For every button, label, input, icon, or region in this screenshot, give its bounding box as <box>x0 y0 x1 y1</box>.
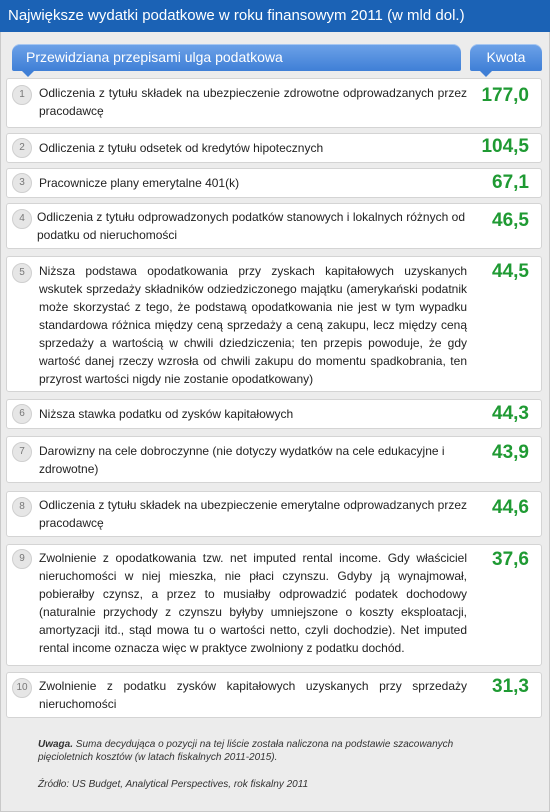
description-column-header <box>12 44 461 71</box>
row-description: Odliczenia z tytułu odprowadzonych podatków stanowych i lokalnych różnych od podatku od nieruchomości <box>37 210 465 242</box>
table-row <box>6 168 542 198</box>
footnote-label: Uwaga. <box>38 739 74 750</box>
row-value: 44,5 <box>492 261 529 282</box>
rank-badge: 9 <box>12 549 32 569</box>
description-column-label: Przewidziana przepisami ulga podatkowa <box>26 49 283 65</box>
rank-badge: 6 <box>12 404 32 424</box>
table-row <box>6 203 542 249</box>
table-row <box>6 436 542 483</box>
row-description: Odliczenia z tytułu składek na ubezpieczenie emerytalne odprowadzanych przez pracodawcę <box>39 498 467 530</box>
table-row <box>6 399 542 429</box>
amount-column-label: Kwota <box>486 49 526 65</box>
row-description: Darowizny na cele dobroczynne (nie dotyczy wydatków na cele edukacyjne i zdrowotne) <box>39 444 445 476</box>
row-value: 44,6 <box>492 497 529 518</box>
rank-badge: 10 <box>12 678 32 698</box>
rank-badge: 2 <box>12 138 32 158</box>
row-value: 177,0 <box>481 85 529 106</box>
row-description: Zwolnienie z podatku zysków kapitałowych uzyskanych przy sprzedaży nieruchomości <box>39 679 467 711</box>
rank-badge: 3 <box>12 173 32 193</box>
rank-badge: 5 <box>12 263 32 283</box>
table-row <box>6 256 542 392</box>
rank-badge: 1 <box>12 85 32 105</box>
amount-column-header <box>470 44 542 71</box>
row-description: Odliczenia z tytułu odsetek od kredytów hipotecznych <box>39 141 324 155</box>
row-value: 43,9 <box>492 442 529 463</box>
source-credit: Źródło: US Budget, Analytical Perspectives, rok fiskalny 2011 <box>38 779 309 790</box>
rank-badge: 4 <box>12 209 32 229</box>
footnote <box>38 738 478 764</box>
table-row <box>6 672 542 718</box>
row-value: 67,1 <box>492 172 529 193</box>
table-row <box>6 491 542 537</box>
row-value: 31,3 <box>492 676 529 697</box>
row-description: Zwolnienie z opodatkowania tzw. net imputed rental income. Gdy właściciel nieruchomości w niej mieszka, nie płaci czynszu. Gdyby ją wynajmował, pobierałby czynsz, a przez to musiałby odprowadzić podatek dochodowy (naturalnie przychody z czynszu byłyby umniejszone o koszty eksploatacji, amortyzacji itd., stąd mowa tu o wartości netto, czyli dochodzie). Net imputed rental income oznacza więc w praktyce zwolniony z podatku dochód. <box>39 551 467 655</box>
header-pointer-icon <box>480 71 492 77</box>
table-row <box>6 544 542 666</box>
row-description: Odliczenia z tytułu składek na ubezpieczenie zdrowotne odprowadzanych przez pracodawcę <box>39 86 467 118</box>
header-pointer-icon <box>22 71 34 77</box>
rank-badge: 8 <box>12 497 32 517</box>
table-row <box>6 133 542 163</box>
rank-badge: 7 <box>12 442 32 462</box>
row-value: 44,3 <box>492 403 529 424</box>
table-row <box>6 78 542 128</box>
row-description: Niższa stawka podatku od zysków kapitałowych <box>39 407 294 421</box>
row-value: 46,5 <box>492 210 529 231</box>
page-title: Największe wydatki podatkowe w roku finansowym 2011 (w mld dol.) <box>0 0 550 32</box>
footnote-text: Suma decydująca o pozycji na tej liście została naliczona na podstawie szacowanych pięcioletnich kosztów (w latach fiskalnych 2011-2015). <box>38 739 454 763</box>
row-value: 104,5 <box>481 136 529 157</box>
row-description: Niższa podstawa opodatkowania przy zyskach kapitałowych uzyskanych wskutek sprzedaży składników odziedziczonego majątku (amerykański podatnik może skorzystać z tego, że podstawą opodatkowania nie jest w tym wypadku standardowa różnica między ceną sprzedaży a ceną zakupu, lecz między ceną sprzedaży a wartością w chwili dziedziczenia; ten przepis powoduje, że gdy wartość danej rzeczy wzrosła od chwili zakupu do momentu spadkobrania, ten przyrost wartości nigdy nie zostanie opodatkowany) <box>39 264 467 386</box>
row-description: Pracownicze plany emerytalne 401(k) <box>39 176 240 190</box>
row-value: 37,6 <box>492 549 529 570</box>
